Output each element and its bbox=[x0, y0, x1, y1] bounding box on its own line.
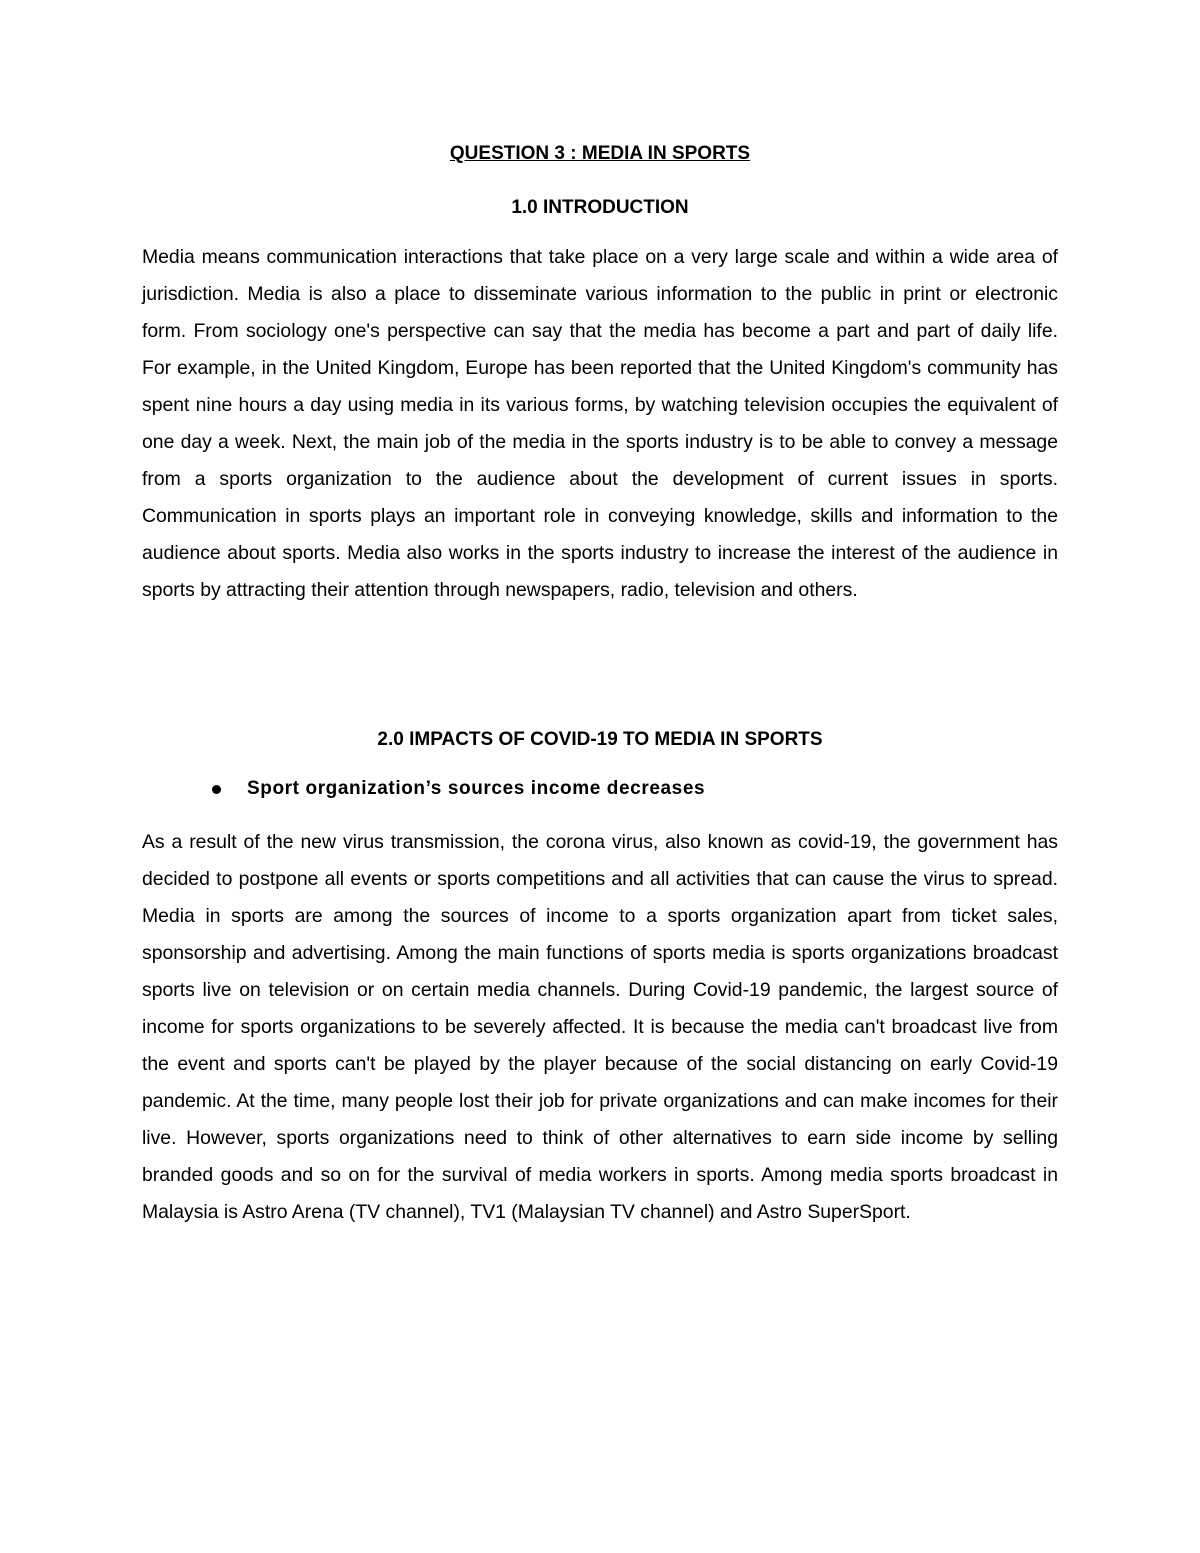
introduction-paragraph: Media means communication interactions that take place on a very large scale and within a wide area of jurisdiction. Media is also a place to disseminate various information to the public in print or electronic form. From sociology one's perspective can say that the media has become a part and part of daily life. For example, in the United Kingdom, Europe has been reported that the United Kingdom's community has spent nine hours a day using media in its various forms, by watching television occupies the equivalent of one day a week. Next, the main job of the media in the sports industry is to be able to convey a message from a sports organization to the audience about the development of current issues in sports. Communication in sports plays an important role in conveying knowledge, skills and information to the audience about sports. Media also works in the sports industry to increase the interest of the audience in sports by attracting their attention through newspapers, radio, television and others. bbox=[142, 246, 1058, 601]
bullet-item bbox=[212, 776, 705, 802]
document-title: QUESTION 3 : MEDIA IN SPORTS bbox=[449, 143, 751, 164]
bullet-icon bbox=[212, 785, 221, 794]
impacts-paragraph: As a result of the new virus transmission, the corona virus, also known as covid-19, the government has decided to postpone all events or sports competitions and all activities that can cause the virus to spread. Media in sports are among the sources of income to a sports organization apart from ticket sales, sponsorship and advertising. Among the main functions of sports media is sports organizations broadcast sports live on television or on certain media channels. During Covid-19 pandemic, the largest source of income for sports organizations to be severely affected. It is because the media can't broadcast live from the event and sports can't be played by the player because of the social distancing on early Covid-19 pandemic. At the time, many people lost their job for private organizations and can make incomes for their live. However, sports organizations need to think of other alternatives to earn side income by selling branded goods and so on for the survival of media workers in sports. Among media sports broadcast in Malaysia is Astro Arena (TV channel), TV1 (Malaysian TV channel) and Astro SuperSport. bbox=[142, 831, 1058, 1223]
section-heading-introduction: 1.0 INTRODUCTION bbox=[511, 197, 689, 218]
section-heading-impacts: 2.0 IMPACTS OF COVID-19 TO MEDIA IN SPORTS bbox=[377, 729, 823, 750]
bullet-item-text: Sport organization’s sources income decreases bbox=[247, 778, 706, 799]
